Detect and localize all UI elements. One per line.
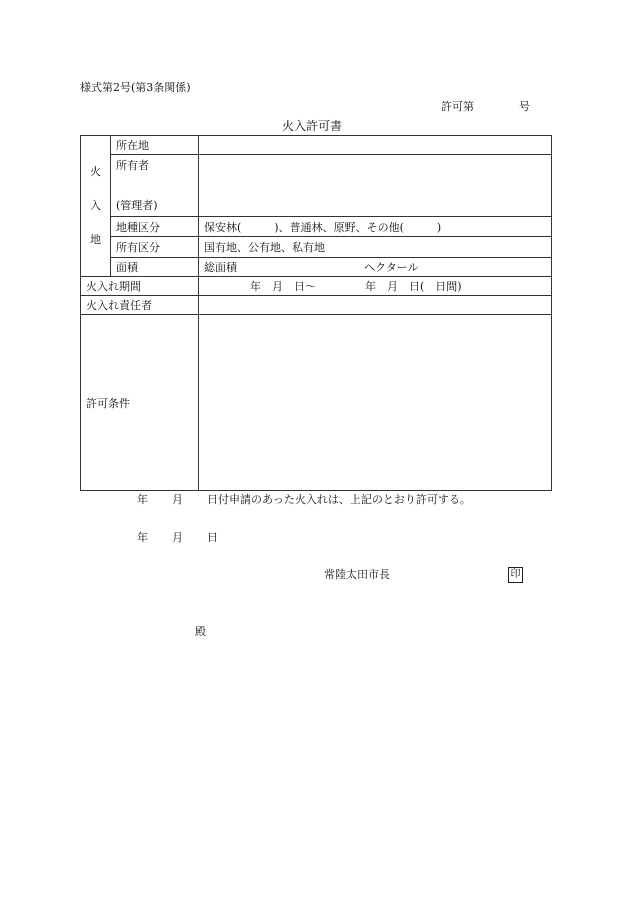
row-responsible <box>81 296 552 315</box>
application-year: 年 <box>137 493 148 506</box>
row-conditions <box>81 315 552 491</box>
area-unit: ヘクタール <box>364 260 419 274</box>
row-owner <box>81 155 552 217</box>
application-month: 月 <box>172 493 183 506</box>
group-char-1: 火 <box>90 165 101 178</box>
period-value[interactable] <box>199 277 552 296</box>
permit-table <box>80 135 552 491</box>
issue-month: 月 <box>172 531 183 544</box>
seal-mark: 印 <box>508 567 523 583</box>
issuer-name: 常陸太田市長 <box>324 568 390 581</box>
responsible-value[interactable] <box>199 296 552 315</box>
form-number: 様式第2号(第3条関係) <box>80 81 191 94</box>
responsible-label: 火入れ責任者 <box>81 296 199 315</box>
period-start: 年 月 日〜 <box>250 280 316 293</box>
area-prefix: 総面積 <box>204 260 237 274</box>
row-land-type <box>81 217 552 237</box>
conditions-value[interactable] <box>199 315 552 491</box>
permit-number-suffix: 号 <box>519 100 530 113</box>
conditions-label: 許可条件 <box>81 315 199 491</box>
row-location <box>81 136 552 155</box>
group-char-3: 地 <box>90 233 101 246</box>
location-value[interactable] <box>199 136 552 155</box>
addressee-suffix: 殿 <box>195 625 206 638</box>
period-label: 火入れ期間 <box>81 277 199 296</box>
manager-label: (管理者) <box>116 199 158 213</box>
land-type-value[interactable]: 保安林( )、普通林、原野、その他( ) <box>199 217 552 237</box>
application-statement: 日付申請のあった火入れは、上記のとおり許可する。 <box>207 493 471 506</box>
owner-label-cell <box>111 155 199 217</box>
area-value[interactable] <box>199 257 552 276</box>
row-ownership-type <box>81 237 552 257</box>
document-title: 火入許可書 <box>282 119 343 133</box>
permit-number <box>441 101 530 112</box>
fire-site-group-label <box>81 136 111 277</box>
ownership-type-label: 所有区分 <box>111 237 199 257</box>
area-label: 面積 <box>111 257 199 276</box>
location-label: 所在地 <box>111 136 199 155</box>
permit-number-prefix: 許可第 <box>441 100 474 113</box>
issue-day: 日 <box>207 531 218 544</box>
row-period <box>81 277 552 296</box>
ownership-type-value[interactable]: 国有地、公有地、私有地 <box>199 237 552 257</box>
row-area <box>81 257 552 276</box>
land-type-label: 地種区分 <box>111 217 199 237</box>
owner-value[interactable] <box>199 155 552 217</box>
owner-label: 所有者 <box>116 159 149 173</box>
group-char-2: 入 <box>90 199 101 212</box>
period-end: 年 月 日( 日間) <box>365 280 462 293</box>
issue-year: 年 <box>137 531 148 544</box>
